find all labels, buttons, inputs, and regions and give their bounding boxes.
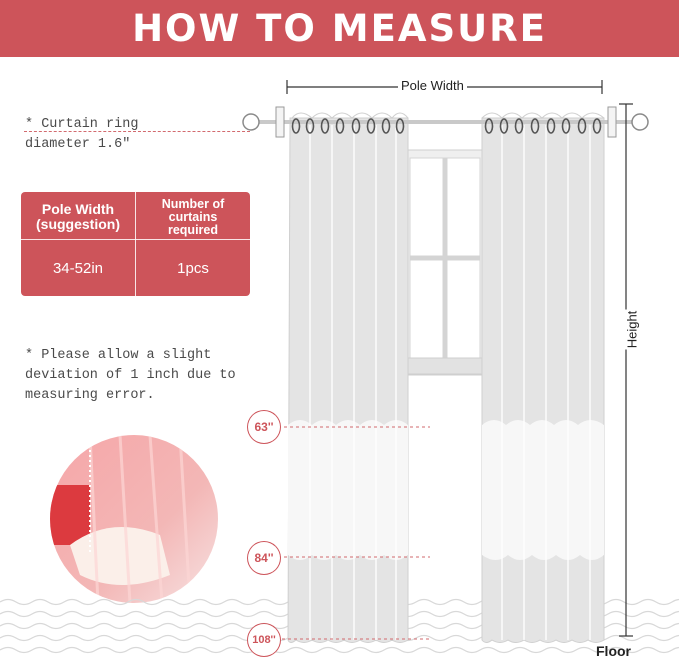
right-curtain bbox=[482, 113, 604, 643]
height-dimension bbox=[619, 104, 633, 636]
table-value-pole-width: 34-52in bbox=[52, 259, 104, 277]
length-84-badge: 84'' bbox=[248, 542, 280, 574]
table-header-curtain-count: Number of curtains required bbox=[161, 196, 225, 237]
length-108-badge: 108'' bbox=[248, 624, 280, 656]
length-63-badge: 63'' bbox=[248, 411, 280, 443]
pole-width-label: Pole Width bbox=[398, 78, 467, 93]
height-label: Height bbox=[624, 310, 640, 349]
left-curtain bbox=[288, 113, 408, 643]
page-title: HOW TO MEASURE bbox=[132, 7, 547, 50]
ring-diameter-note: * Curtain ring diameter 1.6" bbox=[25, 117, 139, 152]
table-header-pole-width: Pole Width (suggestion) bbox=[36, 201, 120, 232]
floor-label: Floor bbox=[596, 643, 631, 659]
deviation-note: * Please allow a slight deviation of 1 inch due to measuring error. bbox=[25, 348, 236, 403]
table-value-curtain-count: 1pcs bbox=[177, 259, 209, 277]
window bbox=[398, 150, 492, 375]
